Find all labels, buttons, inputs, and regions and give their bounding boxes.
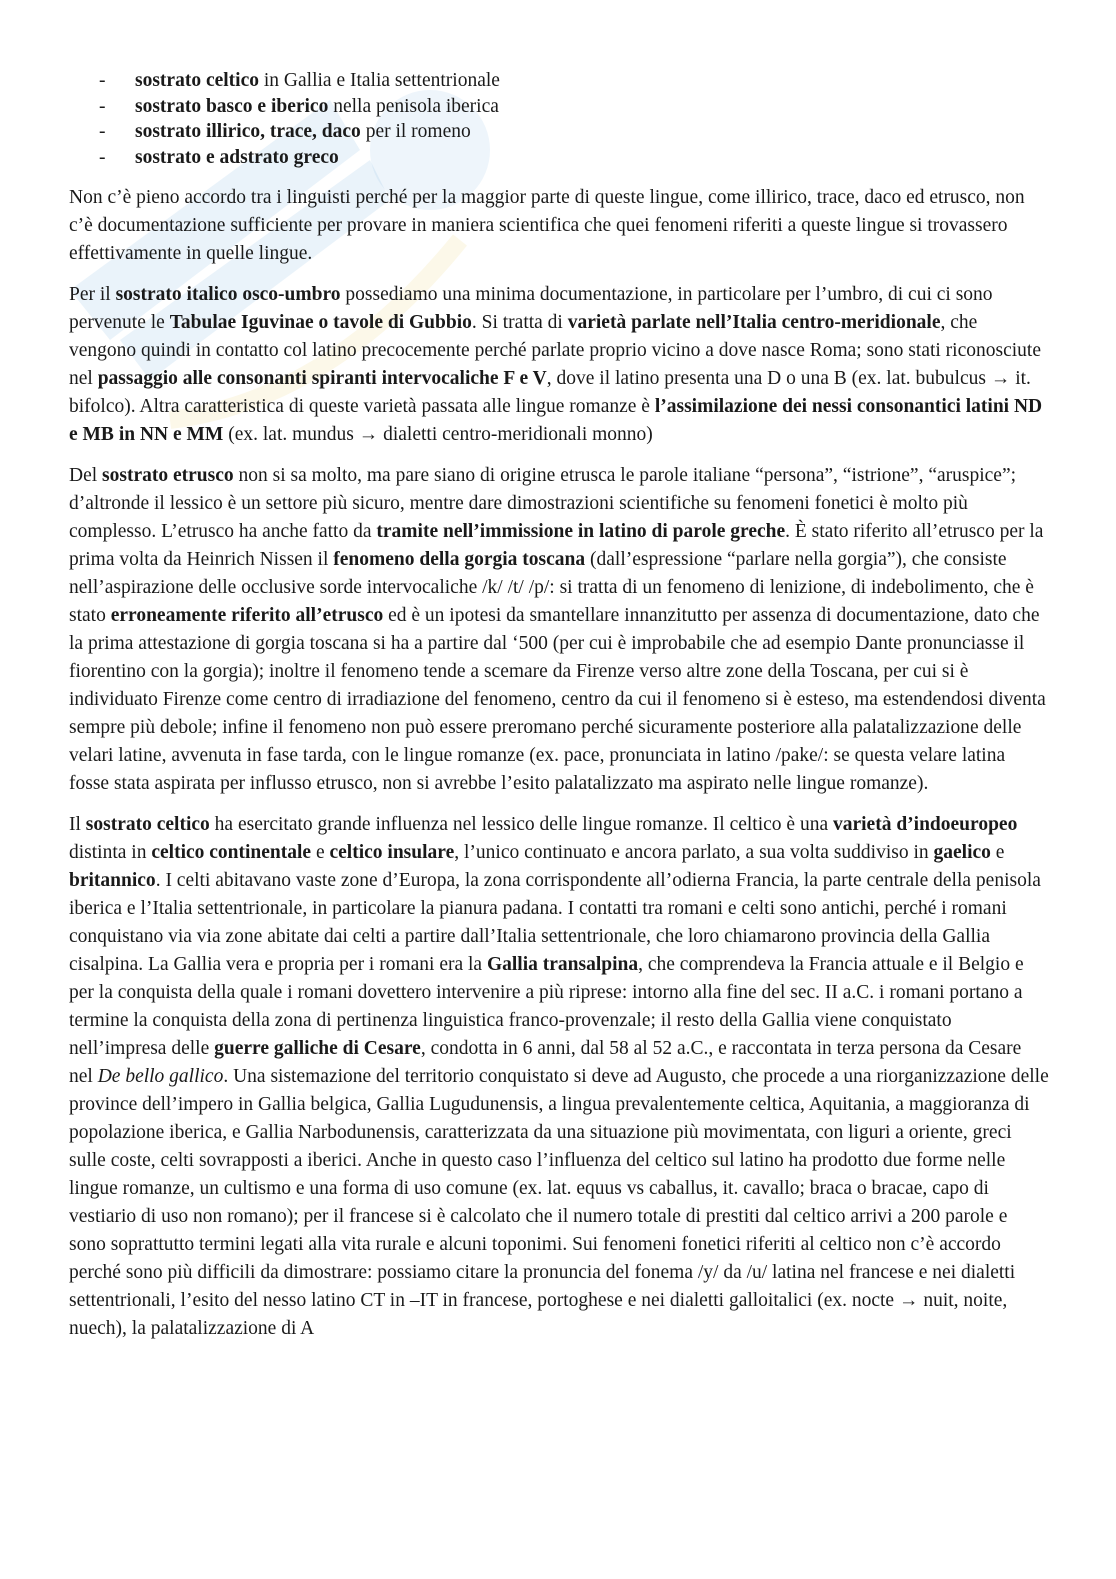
text-run: Il — [69, 814, 86, 835]
text-run: , condotta in 6 anni, dal 58 al 52 a.C., e raccontata in terza persona da Cesare nel — [69, 1038, 1022, 1087]
text-run: Non c’è pieno accordo tra i linguisti perché per la maggior parte di queste lingue, come illirico, trace, daco ed etrusco, non c’è documentazione sufficiente per provare in maniera scientifica che quei fenomeni riferiti a queste lingue si trovassero effettivamente in quelle lingue. — [69, 187, 1025, 264]
paragraph-osco-umbro — [69, 281, 1049, 449]
text-run: non si sa molto, ma pare siano di origine etrusca le parole italiane “persona”, “istrione”, “aruspice”; d’altronde il lessico è un settore più sicuro, mentre dare dimostrazioni scientifiche su fenomeni fonetici è molto più complesso. L’etrusco ha anche fatto da — [69, 465, 1017, 542]
bold-term: varietà d’indoeuropeo — [832, 814, 1018, 835]
bold-term: sostrato celtico — [135, 70, 259, 91]
text-run: e — [311, 842, 330, 863]
text-run: ha esercitato grande influenza nel lessico delle lingue romanze. Il celtico è una — [209, 814, 833, 835]
bold-term: varietà parlate nell’Italia centro-meridionale — [567, 312, 941, 333]
page-content — [69, 68, 1049, 1356]
text-run: . Una sistemazione del territorio conquistato si deve ad Augusto, che procede a una riorganizzazione delle province dell’impero in Gallia belgica, Gallia Lugudunensis, a lingua prevalentemente celtica, Aquitania, a maggioranza di popolazione iberica, e Gallia Narbodunensis, caratterizzata da una situazione più movimentata, con liguri a oriente, greci sulle coste, celti sovrapposti a iberici. Anche in questo caso l’influenza del celtico sul latino ha prodotto due forme nelle lingue romanze, un cultismo e una forma di uso comune (ex. lat. equus vs caballus, it. cavallo; braca o bracae, capo di vestiario di uso non romano); per il francese si è calcolato che il numero totale di prestiti dal celtico arrivi a 200 parole e sono soprattutto termini legati alla vita rurale e alcuni toponimi. Sui fenomeni fonetici riferiti al celtico non c’è accordo perché sono più difficili da dimostrare: possiamo citare la pronuncia del fonema /y/ da /u/ latina nel francese e nei dialetti settentrionali, l’esito del nesso latino CT in –IT in francese, portoghese e nei dialetti galloitalici (ex. nocte → nuit, noite, nuech), la palatalizzazione di A — [69, 1066, 1049, 1339]
italic-title: De bello gallico — [97, 1066, 224, 1087]
text-run: Per il — [69, 284, 116, 305]
text-run: , che vengono quindi in contatto col latino precocemente perché parlate proprio vicino a dove nasce Roma; sono stati riconosciute nel — [69, 312, 1041, 389]
list-item — [69, 145, 1049, 171]
text-run: . I celti abitavano vaste zone d’Europa, la zona corrispondente all’odierna Francia, la parte centrale della penisola iberica e l’Italia settentrionale, in particolare la pianura padana. I contatti tra romani e celti sono antichi, perché i romani conquistano via via zone abitate dai celti a partire dall’Italia settentrionale, che loro chiamarono provincia della Gallia cisalpina. La Gallia vera e propria per i romani era la — [69, 870, 1041, 975]
text-run: per il romeno — [360, 121, 471, 142]
text-run: Del — [69, 465, 103, 486]
text-run: . È stato riferito all’etrusco per la prima volta da Heinrich Nissen il — [69, 521, 1044, 570]
bold-term: britannico — [69, 870, 156, 891]
bold-term: guerre galliche di Cesare — [214, 1038, 421, 1059]
bold-term: gaelico — [933, 842, 991, 863]
text-run: , che comprendeva la Francia attuale e il Belgio e per la conquista della quale i romani dovettero intervenire a più riprese: intorno alla fine del sec. II a.C. i romani portano a termine la conquista della zona di pertinenza linguistica franco-provenzale; il resto della Gallia viene conquistato nell’impresa delle — [69, 954, 1024, 1059]
text-run: nella penisola iberica — [328, 95, 499, 117]
text-run: . Si tratta di — [471, 312, 568, 333]
text-run: distinta in — [69, 842, 152, 863]
bold-term: Tabulae Iguvinae o tavole di Gubbio — [169, 312, 472, 333]
bold-term: sostrato etrusco — [102, 465, 234, 486]
list-item — [69, 68, 1049, 94]
text-run: , dove il latino presenta una D o una B (ex. lat. bubulcus → it. bifolco). Altra caratteristica di queste varietà passata alle lingue romanze è — [69, 368, 1031, 417]
bold-term: sostrato italico osco-umbro — [115, 284, 341, 305]
text-run: (ex. lat. mundus → dialetti centro-meridionali monno) — [223, 424, 653, 445]
text-run: in Gallia e Italia settentrionale — [259, 70, 500, 91]
bold-term: erroneamente riferito all’etrusco — [110, 605, 384, 626]
bold-term: tramite nell’immissione in latino di parole greche — [376, 521, 786, 542]
bold-term: sostrato basco e iberico — [135, 95, 329, 117]
bold-term: celtico insulare — [329, 842, 455, 863]
list-item — [69, 94, 1049, 120]
bold-term: l’assimilazione dei nessi consonantici latini ND e MB in NN e MM — [69, 396, 1043, 445]
bold-term: Gallia transalpina — [486, 954, 639, 975]
paragraph-celtico — [69, 811, 1049, 1343]
paragraph-etrusco — [69, 462, 1049, 798]
text-run: e — [990, 842, 1005, 863]
bold-term: sostrato e adstrato greco — [135, 146, 339, 168]
list-item — [69, 119, 1049, 145]
bold-term: celtico continentale — [151, 842, 312, 863]
text-run: , l’unico continuato e ancora parlato, a sua volta suddiviso in — [454, 842, 934, 863]
text-run: (dall’espressione “parlare nella gorgia”), che consiste nell’aspirazione delle occlusive sorde intervocaliche /k/ /t/ /p/: si tratta di un fenomeno di lenizione, di indebolimento, che è stato — [69, 549, 1034, 626]
paragraph-documentation — [69, 184, 1049, 268]
bold-term: passaggio alle consonanti spiranti intervocaliche F e V — [97, 368, 547, 389]
bold-term: fenomeno della gorgia toscana — [333, 549, 586, 570]
substrate-list — [69, 68, 1049, 170]
bold-term: sostrato illirico, trace, daco — [135, 121, 361, 142]
bold-term: sostrato celtico — [85, 814, 210, 835]
text-run: ed è un ipotesi da smantellare innanzitutto per assenza di documentazione, dato che la prima attestazione di gorgia toscana si ha a partire dal ‘500 (per cui è improbabile che ad esempio Dante pronunciasse il fiorentino con la gorgia); inoltre il fenomeno tende a scemare da Firenze verso altre zone della Toscana, per cui si è individuato Firenze come centro di irradiazione del fenomeno, centro da cui il fenomeno si è esteso, ma estendendosi diventa sempre più debole; infine il fenomeno non può essere preromano perché sicuramente posteriore alla palatalizzazione delle velari latine, avvenuta in fase tarda, con le lingue romanze (ex. pace, pronunciata in latino /pake/: se questa velare latina fosse stata aspirata per influsso etrusco, non si avrebbe l’esito palatalizzato ma aspirato nelle lingue romanze). — [69, 605, 1046, 794]
text-run: possediamo una minima documentazione, in particolare per l’umbro, di cui ci sono pervenute le — [69, 284, 993, 333]
